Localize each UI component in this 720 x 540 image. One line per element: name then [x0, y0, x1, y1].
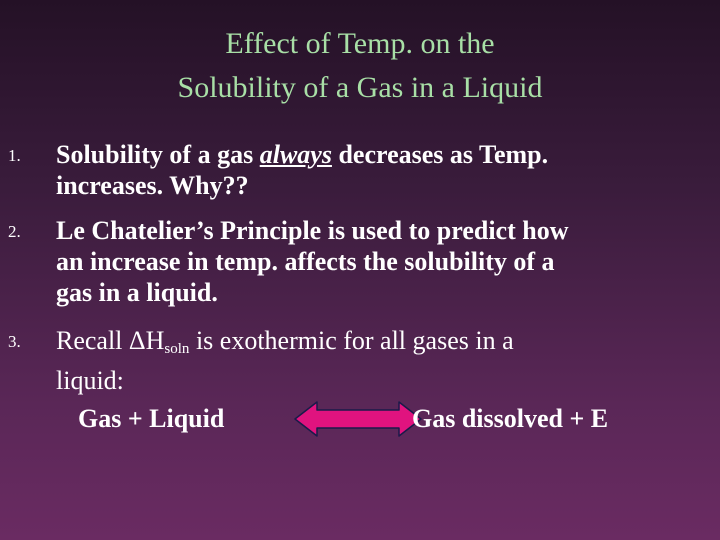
list-number-1: 1. — [8, 146, 21, 165]
list-text-1 — [56, 139, 706, 201]
item-1-part-1: Solubility of a gas — [56, 140, 260, 169]
item-2-line-1: Le Chatelier’s Principle is used to predict how — [56, 216, 569, 245]
slide-title — [0, 22, 720, 110]
item-3-prefix: Recall — [56, 326, 129, 355]
item-2-line-2: an increase in temp. affects the solubility of a — [56, 247, 555, 276]
item-2-line-3: gas in a liquid. — [56, 278, 218, 307]
item-1-line-2: increases. Why?? — [56, 171, 249, 200]
delta-h-symbol: ΔH — [128, 326, 165, 355]
item-3-suffix: is exothermic for all gases in a — [189, 326, 514, 355]
title-line-1: Effect of Temp. on the — [225, 27, 495, 60]
list-number-3: 3. — [8, 332, 21, 351]
double-arrow-shape — [295, 402, 421, 436]
equilibrium-arrow-icon — [293, 399, 423, 439]
list-text-2 — [56, 215, 706, 308]
list-text-3 — [56, 325, 706, 396]
item-3-line-1 — [56, 325, 706, 365]
item-1-line-1 — [56, 139, 706, 170]
equation-left: Gas + Liquid — [78, 404, 225, 433]
equation-right: Gas dissolved + E — [412, 404, 609, 433]
list-number-2: 2. — [8, 222, 21, 241]
item-1-emphasis: always — [259, 140, 332, 169]
item-3-line-2: liquid: — [56, 366, 124, 395]
title-line-2: Solubility of a Gas in a Liquid — [177, 71, 543, 104]
soln-subscript: soln — [164, 341, 190, 357]
item-1-part-2: decreases as Temp. — [331, 140, 549, 169]
